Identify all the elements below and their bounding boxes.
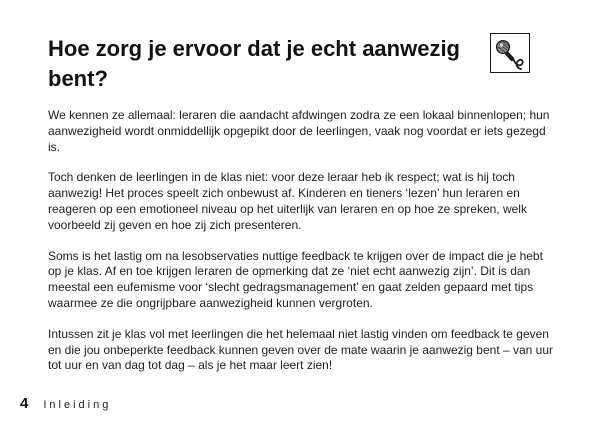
microphone-icon [490, 33, 530, 73]
page-title: Hoe zorg je ervoor dat je echt aanwezig bent? [48, 36, 460, 91]
paragraph: We kennen ze allemaal: leraren die aandacht afdwingen zodra ze een lokaal binnenlopen; hun aanwezigheid wordt onmiddellijk opgepikt door de leerlingen, vaak nog voordat er iets gezegd is. [48, 108, 550, 154]
body-text [48, 108, 556, 389]
page-number: 4 [20, 395, 29, 412]
paragraph: Toch denken de leerlingen in de klas niet: voor deze leraar heb ik respect; wat is hij toch aanwezig! Het proces speelt zich onbewust af. Kinderen en tieners ‘lezen’ hun leraren en reageren op een emotioneel niveau op het uiterlijk van leraren en op hoe ze spreken, welk voorbeeld zij geven en hoe zij zich presenteren. [48, 170, 527, 232]
page-footer [20, 395, 111, 415]
section-label: Inleiding [43, 399, 112, 411]
paragraph: Soms is het lastig om na lesobservaties nuttige feedback te krijgen over de impact die je hebt op je klas. Af en toe krijgen leraren de opmerking dat ze ‘niet echt aanwezig zijn’. Dit is dan meestal een eufemisme voor ‘slecht gedragsmanagement’ en gaat zelden gepaard met tips waarmee ze die ongrijpbare aanwezigheid kunnen vergroten. [48, 248, 543, 310]
paragraph: Intussen zit je klas vol met leerlingen die het helemaal niet lastig vinden om feedback te geven en die jou onbeperkte feedback kunnen geven over de mate waarin je aanwezig bent – van uur tot uur en van dag tot dag – als je het maar leert zien! [48, 326, 554, 373]
